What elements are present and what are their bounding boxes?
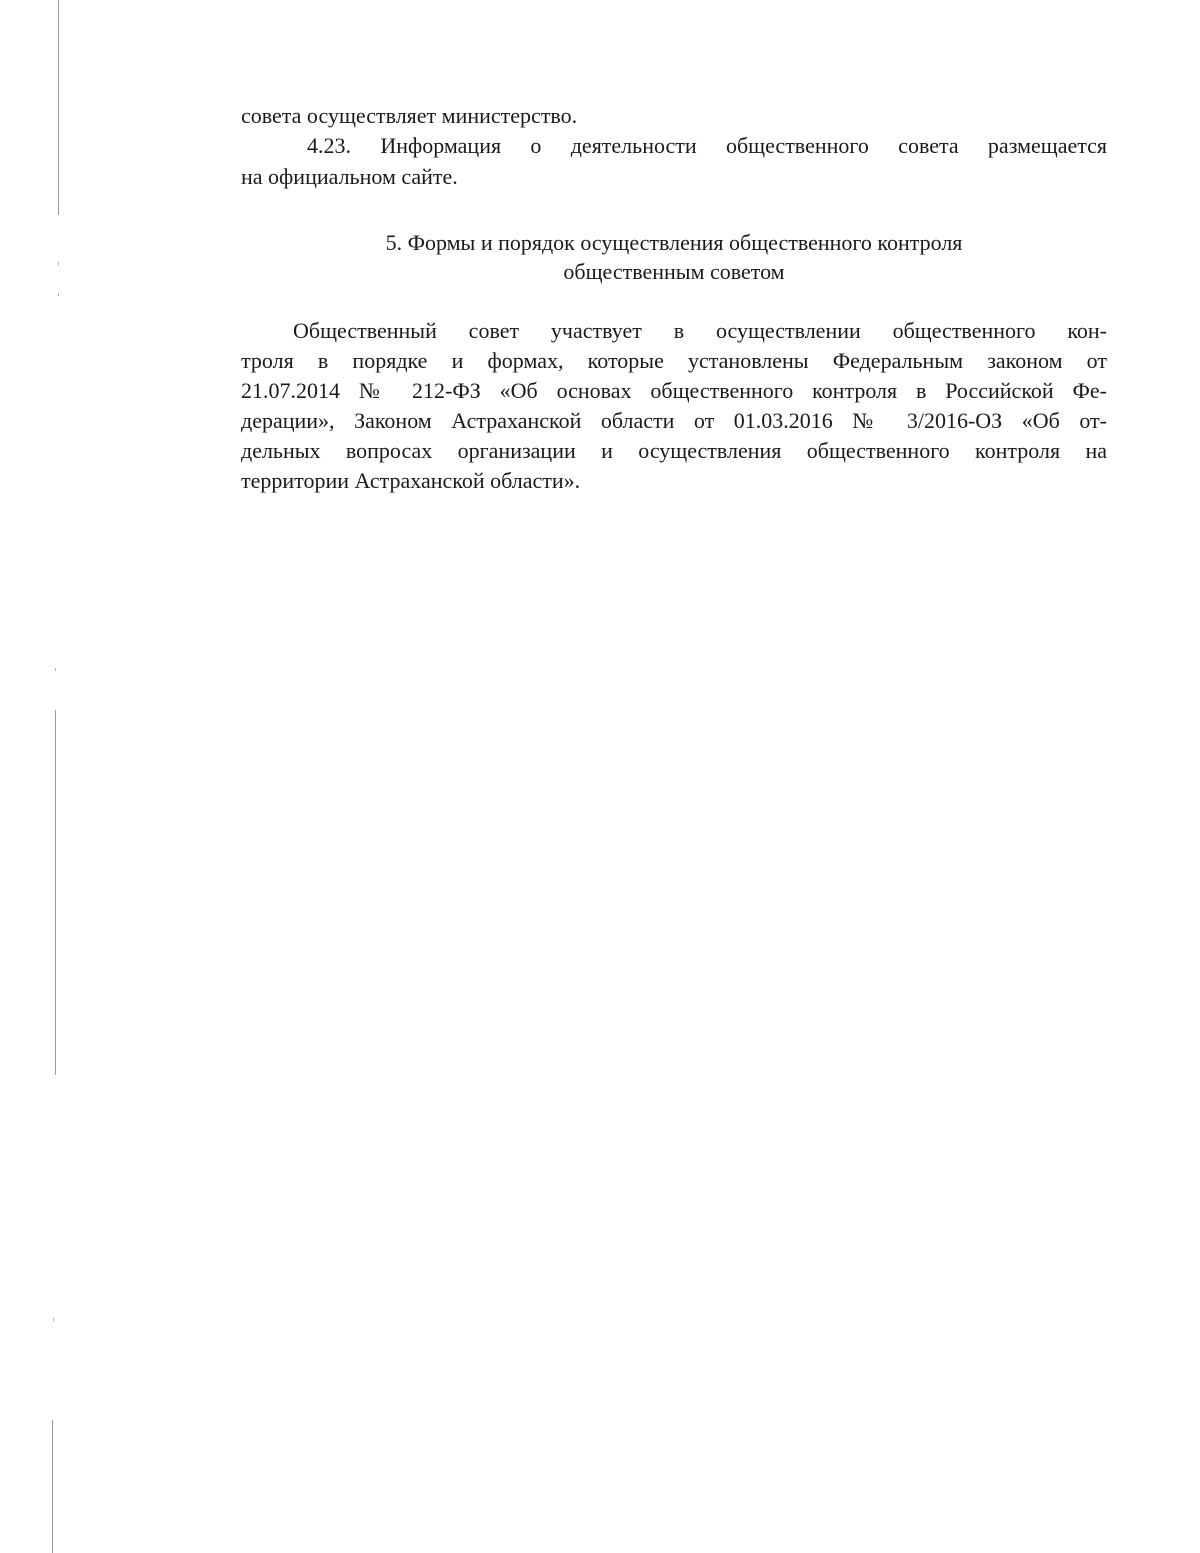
paragraph-line: территории Астраханской области». <box>241 468 581 493</box>
scan-edge-bottom <box>52 1420 53 1553</box>
section-heading-line-2: общественным советом <box>563 259 785 284</box>
scan-edge-middle <box>55 710 56 1075</box>
paragraph-line: дерации», Законом Астраханской области от 01.03.2016 № 3/2016-ОЗ «Об от- <box>241 408 1107 433</box>
paragraph-line: дельных вопросах организации и осуществления общественного контроля на <box>241 438 1107 463</box>
section-heading-line-1: 5. Формы и порядок осуществления общественного контроля <box>385 230 963 255</box>
paragraph-line: троля в порядке и формах, которые установлены Федеральным законом от <box>241 348 1107 373</box>
paragraph-line: Общественный совет участвует в осуществлении общественного кон- <box>293 318 1107 343</box>
paragraph-line: 21.07.2014 № 212-ФЗ «Об основах общественного контроля в Российской Фе- <box>241 378 1107 403</box>
scan-dot <box>55 668 56 671</box>
text-line: совета осуществляет министерство. <box>241 103 578 128</box>
text-line: на официальном сайте. <box>241 164 458 189</box>
scan-dot <box>53 1318 54 1321</box>
text-line-clause-4-23: 4.23. Информация о деятельности общественного совета размещается <box>307 133 1107 158</box>
scan-edge-top <box>58 0 59 215</box>
scan-dot <box>58 293 59 296</box>
scan-dot <box>58 262 59 265</box>
